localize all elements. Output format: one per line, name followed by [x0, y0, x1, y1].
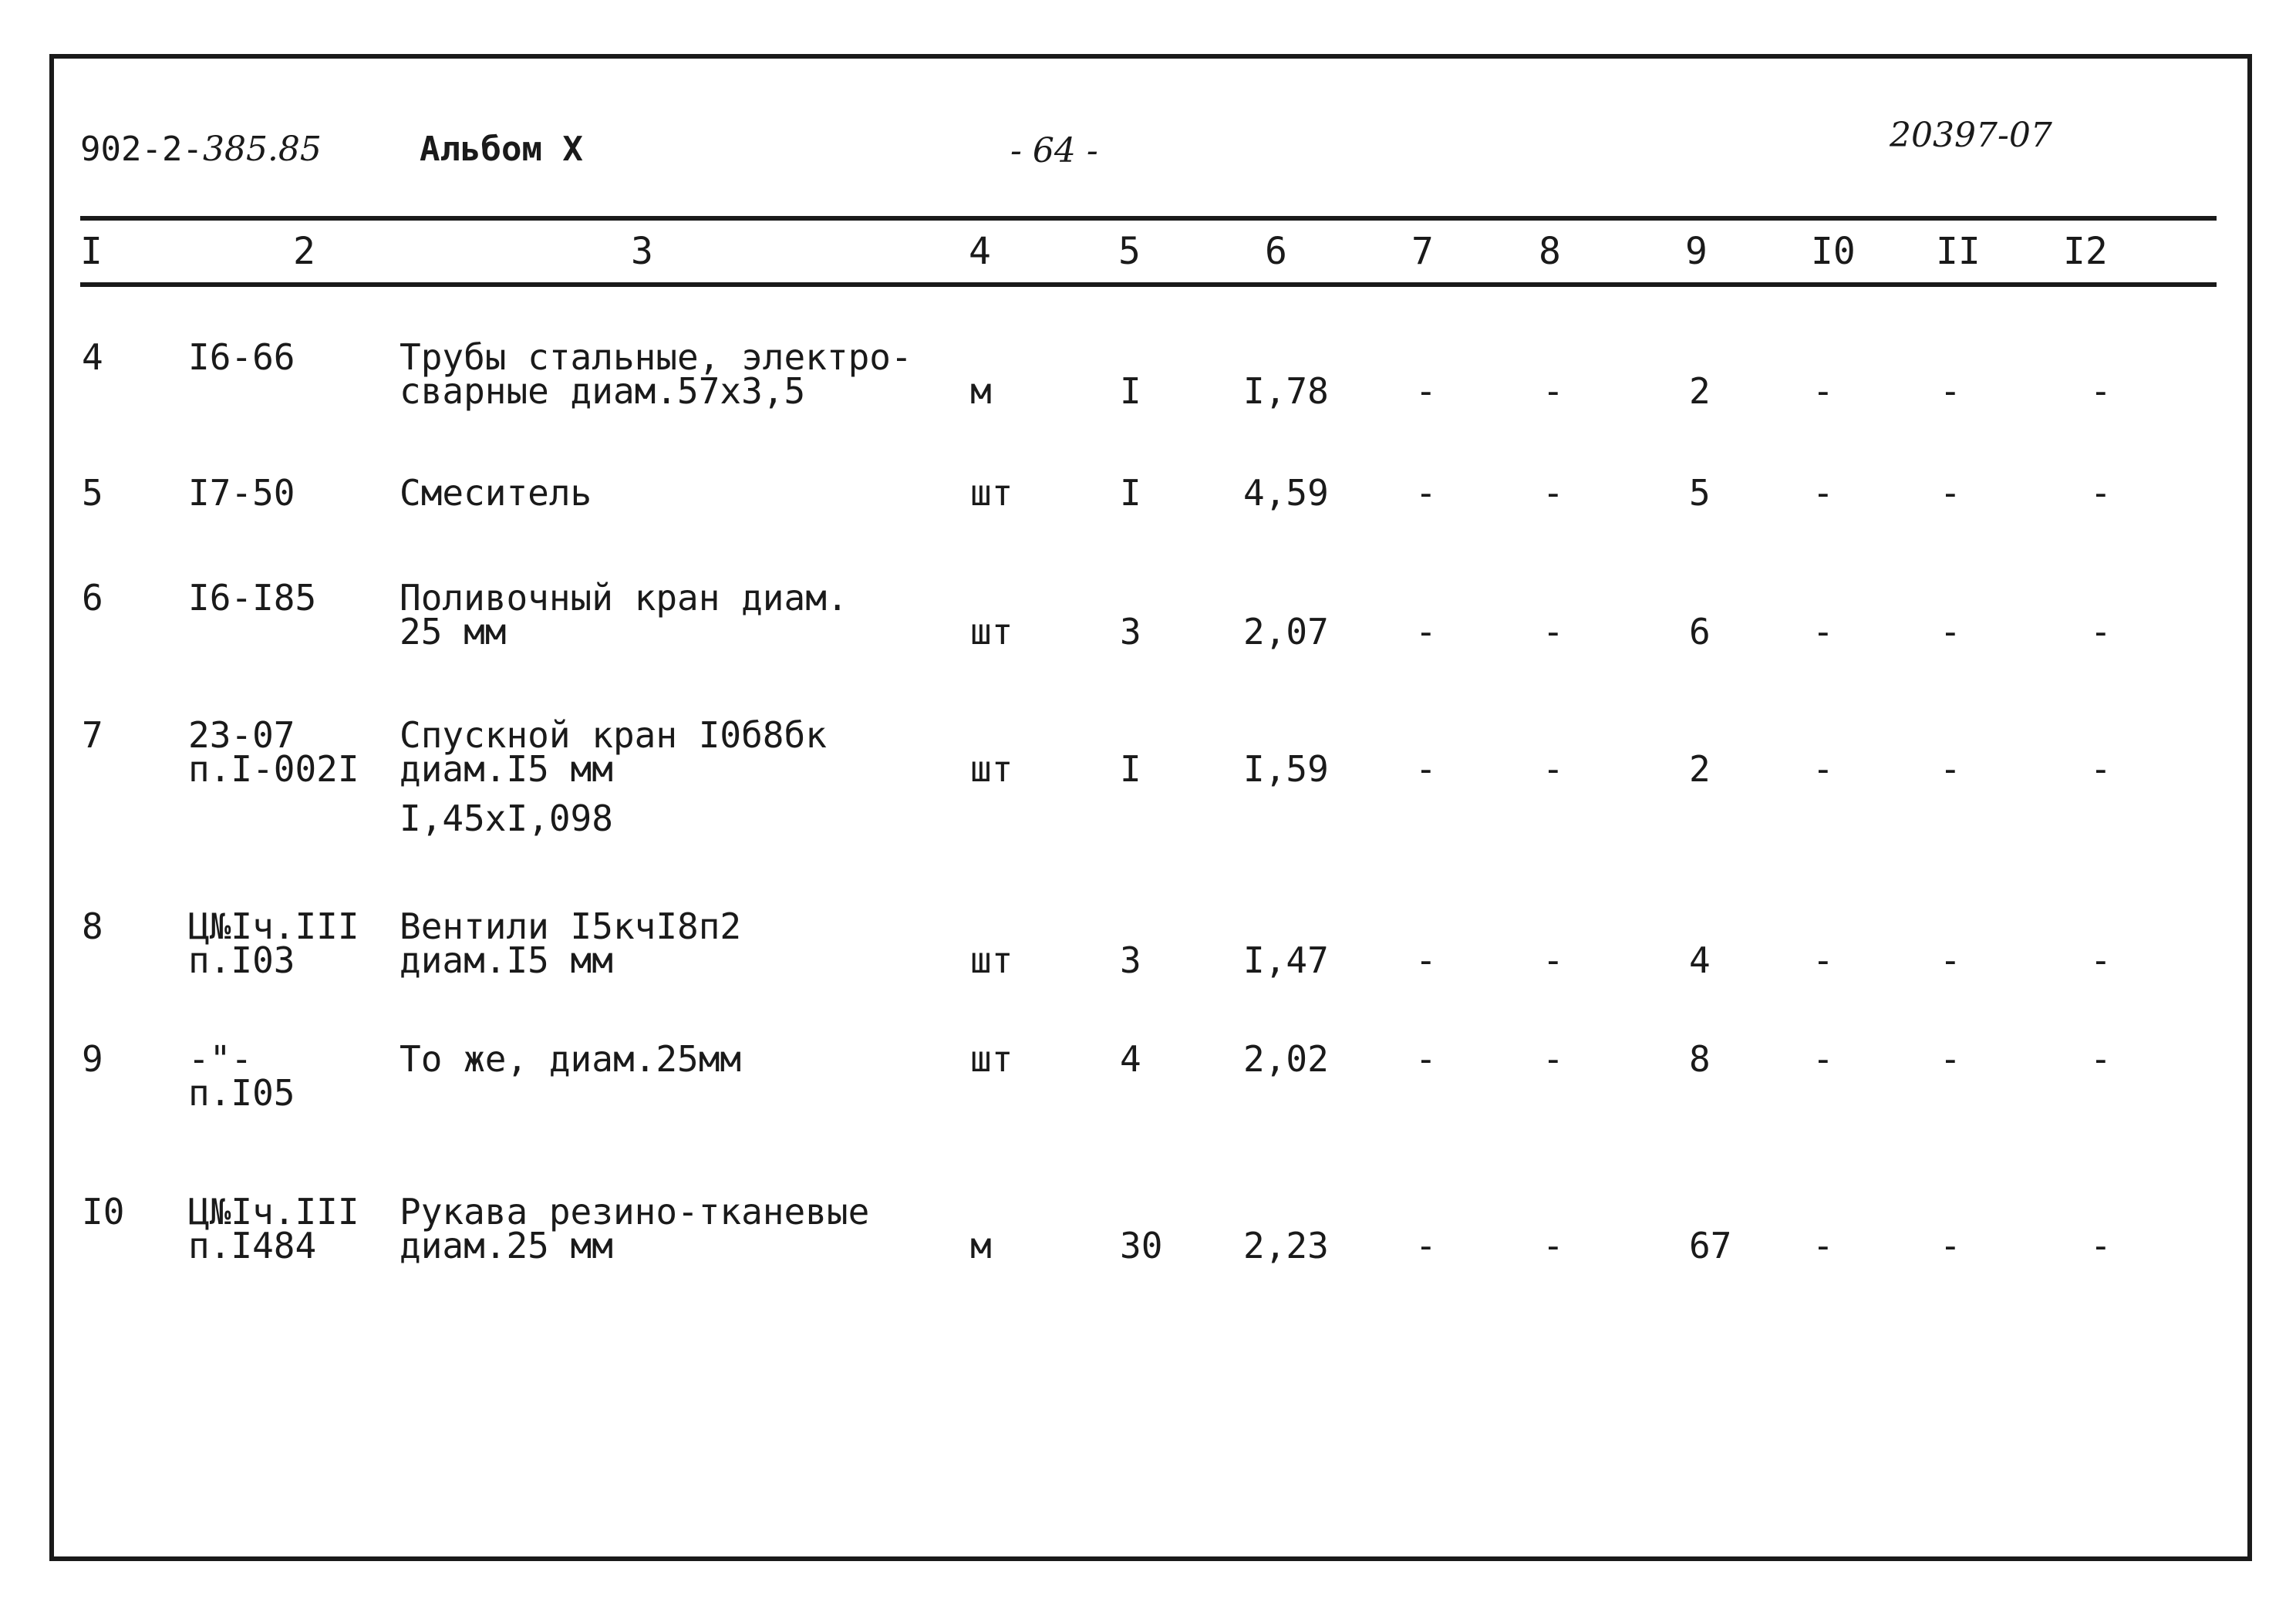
- colnum-12: I2: [2063, 230, 2108, 273]
- col8: -: [1542, 370, 1564, 412]
- quantity: I: [1120, 472, 1141, 514]
- col12: -: [2090, 748, 2112, 790]
- norm-code-line2: п.I05: [188, 1072, 295, 1114]
- unit: шт: [970, 1038, 1013, 1080]
- unit: м: [970, 370, 992, 412]
- item-name-line2: сварные диам.57х3,5: [400, 370, 806, 412]
- item-name-line2: диам.25 мм: [400, 1225, 613, 1266]
- price: I,78: [1243, 370, 1329, 412]
- row-number: I0: [82, 1191, 125, 1233]
- norm-code-line1: Ц№Iч.III: [188, 905, 359, 947]
- header-top-rule: [80, 216, 2217, 221]
- norm-code: I7-50: [188, 472, 295, 514]
- col12: -: [2090, 611, 2112, 653]
- row-number: 9: [82, 1038, 103, 1080]
- item-dimensions: I,45хI,098: [400, 798, 613, 839]
- col8: -: [1542, 748, 1564, 790]
- unit: м: [970, 1225, 992, 1266]
- norm-code-line2: п.I484: [188, 1225, 317, 1266]
- item-name-line1: Поливочный кран диам.: [400, 577, 848, 619]
- norm-code-line1: Ц№Iч.III: [188, 1191, 359, 1233]
- col10: -: [1812, 370, 1834, 412]
- col10: -: [1812, 1038, 1834, 1080]
- col12: -: [2090, 370, 2112, 412]
- norm-code: I6-I85: [188, 577, 317, 619]
- col10: -: [1812, 1225, 1834, 1266]
- item-name-line2: 25 мм: [400, 611, 507, 653]
- norm-code-line1: -"-: [188, 1038, 253, 1080]
- col9: 4: [1689, 939, 1711, 981]
- col9: 6: [1689, 611, 1711, 653]
- stamp-number: 20397-07: [1890, 116, 2052, 155]
- colnum-4: 4: [969, 230, 991, 273]
- col7: -: [1415, 472, 1437, 514]
- page-number: - 64 -: [1010, 131, 1098, 170]
- colnum-7: 7: [1411, 230, 1434, 273]
- col11: -: [1940, 748, 1961, 790]
- colnum-2: 2: [293, 230, 315, 273]
- col9: 2: [1689, 370, 1711, 412]
- col8: -: [1542, 1225, 1564, 1266]
- quantity: I: [1120, 748, 1141, 790]
- col8: -: [1542, 472, 1564, 514]
- col9: 5: [1689, 472, 1711, 514]
- norm-code-line1: 23-07: [188, 714, 295, 756]
- item-name-line2: диам.I5 мм: [400, 939, 613, 981]
- price: I,47: [1243, 939, 1329, 981]
- col7: -: [1415, 748, 1437, 790]
- colnum-5: 5: [1118, 230, 1141, 273]
- header-bottom-rule: [80, 282, 2217, 287]
- col12: -: [2090, 1038, 2112, 1080]
- col9: 8: [1689, 1038, 1711, 1080]
- row-number: 5: [82, 472, 103, 514]
- col11: -: [1940, 611, 1961, 653]
- unit: шт: [970, 611, 1013, 653]
- col10: -: [1812, 611, 1834, 653]
- col10: -: [1812, 939, 1834, 981]
- quantity: I: [1120, 370, 1141, 412]
- col7: -: [1415, 939, 1437, 981]
- price: 2,07: [1243, 611, 1329, 653]
- col8: -: [1542, 611, 1564, 653]
- col10: -: [1812, 472, 1834, 514]
- item-name-line1: Трубы стальные, электро-: [400, 336, 912, 378]
- unit: шт: [970, 472, 1013, 514]
- norm-code: I6-66: [188, 336, 295, 378]
- col8: -: [1542, 939, 1564, 981]
- item-name-line2: диам.I5 мм: [400, 748, 613, 790]
- norm-code-line2: п.I-002I: [188, 748, 359, 790]
- price: 2,23: [1243, 1225, 1329, 1266]
- unit: шт: [970, 939, 1013, 981]
- col7: -: [1415, 611, 1437, 653]
- doc-code-hand: 385.85: [202, 130, 322, 169]
- colnum-3: 3: [631, 230, 653, 273]
- item-name-line1: То же, диам.25мм: [400, 1038, 742, 1080]
- col11: -: [1940, 472, 1961, 514]
- item-name-line1: Смеситель: [400, 472, 592, 514]
- colnum-9: 9: [1685, 230, 1708, 273]
- colnum-10: I0: [1811, 230, 1856, 273]
- doc-code-printed: 902-2-: [80, 130, 203, 169]
- item-name-line1: Спускной кран I0б8бк: [400, 714, 827, 756]
- row-number: 4: [82, 336, 103, 378]
- col12: -: [2090, 939, 2112, 981]
- col9: 2: [1689, 748, 1711, 790]
- col10: -: [1812, 748, 1834, 790]
- quantity: 30: [1120, 1225, 1163, 1266]
- price: I,59: [1243, 748, 1329, 790]
- col11: -: [1940, 939, 1961, 981]
- row-number: 7: [82, 714, 103, 756]
- norm-code-line2: п.I03: [188, 939, 295, 981]
- item-name-line1: Рукава резино-тканевые: [400, 1191, 870, 1233]
- row-number: 6: [82, 577, 103, 619]
- doc-code: [80, 130, 322, 169]
- colnum-8: 8: [1539, 230, 1561, 273]
- col7: -: [1415, 1225, 1437, 1266]
- col11: -: [1940, 1038, 1961, 1080]
- document-frame: [49, 54, 2252, 1561]
- row-number: 8: [82, 905, 103, 947]
- col11: -: [1940, 1225, 1961, 1266]
- item-name-line1: Вентили I5кчI8п2: [400, 905, 742, 947]
- colnum-1: I: [80, 230, 103, 273]
- quantity: 4: [1120, 1038, 1141, 1080]
- price: 4,59: [1243, 472, 1329, 514]
- colnum-6: 6: [1265, 230, 1287, 273]
- col9: 67: [1689, 1225, 1732, 1266]
- price: 2,02: [1243, 1038, 1329, 1080]
- col7: -: [1415, 1038, 1437, 1080]
- col11: -: [1940, 370, 1961, 412]
- colnum-11: II: [1936, 230, 1981, 273]
- col8: -: [1542, 1038, 1564, 1080]
- quantity: 3: [1120, 611, 1141, 653]
- col12: -: [2090, 472, 2112, 514]
- col7: -: [1415, 370, 1437, 412]
- unit: шт: [970, 748, 1013, 790]
- album-label: Альбом X: [420, 130, 583, 169]
- col12: -: [2090, 1225, 2112, 1266]
- quantity: 3: [1120, 939, 1141, 981]
